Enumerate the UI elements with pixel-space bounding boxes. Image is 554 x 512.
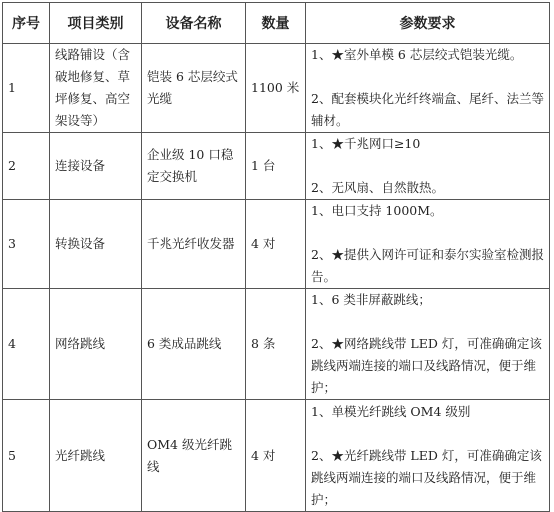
requirements-table <box>2 2 550 512</box>
cell-no: 4 <box>3 289 50 400</box>
header-device-name: 设备名称 <box>142 3 246 44</box>
cell-params <box>306 289 550 400</box>
cell-device-name: OM4 级光纤跳线 <box>142 400 246 512</box>
cell-quantity: 1100 米 <box>246 44 306 133</box>
cell-no: 5 <box>3 400 50 512</box>
cell-params <box>306 44 550 133</box>
cell-category: 连接设备 <box>50 133 142 200</box>
cell-category: 转换设备 <box>50 200 142 289</box>
cell-category: 网络跳线 <box>50 289 142 400</box>
table-row <box>3 200 550 289</box>
param-line: 2、无风扇、自然散热。 <box>311 180 444 195</box>
param-line: 1、电口支持 1000M。 <box>311 203 443 218</box>
header-params: 参数要求 <box>306 3 550 44</box>
cell-params <box>306 400 550 512</box>
param-line: 1、★室外单模 6 芯层绞式铠装光缆。 <box>311 47 523 62</box>
cell-device-name: 铠装 6 芯层绞式光缆 <box>142 44 246 133</box>
param-line: 2、★网络跳线带 LED 灯，可准确确定该跳线两端连接的端口及线路情况，便于维护； <box>311 336 542 395</box>
param-line: 2、★光纤跳线带 LED 灯，可准确确定该跳线两端连接的端口及线路情况，便于维护； <box>311 447 542 507</box>
table-row <box>3 400 550 512</box>
header-no: 序号 <box>3 3 50 44</box>
cell-no: 1 <box>3 44 50 133</box>
cell-params <box>306 133 550 200</box>
cell-quantity: 1 台 <box>246 133 306 200</box>
cell-device-name: 千兆光纤收发器 <box>142 200 246 289</box>
cell-no: 3 <box>3 200 50 289</box>
header-quantity: 数量 <box>246 3 306 44</box>
cell-quantity: 8 条 <box>246 289 306 400</box>
table-row <box>3 289 550 400</box>
param-line: 2、★提供入网许可证和泰尔实验室检测报告。 <box>311 247 544 284</box>
cell-device-name: 企业级 10 口稳定交换机 <box>142 133 246 200</box>
header-row <box>3 3 550 44</box>
param-line: 2、配套模块化光纤终端盒、尾纤、法兰等辅材。 <box>311 91 544 128</box>
cell-quantity: 4 对 <box>246 200 306 289</box>
table-row <box>3 133 550 200</box>
header-category: 项目类别 <box>50 3 142 44</box>
param-line: 1、单模光纤跳线 OM4 级别 <box>311 403 471 419</box>
cell-device-name: 6 类成品跳线 <box>142 289 246 400</box>
cell-params <box>306 200 550 289</box>
param-line: 1、6 类非屏蔽跳线； <box>311 292 431 307</box>
cell-category: 线路铺设（含破地修复、草坪修复、高空架设等） <box>50 44 142 133</box>
param-line: 1、★千兆网口≥10 <box>311 136 421 151</box>
cell-quantity: 4 对 <box>246 400 306 512</box>
cell-category: 光纤跳线 <box>50 400 142 512</box>
cell-no: 2 <box>3 133 50 200</box>
table-row <box>3 44 550 133</box>
